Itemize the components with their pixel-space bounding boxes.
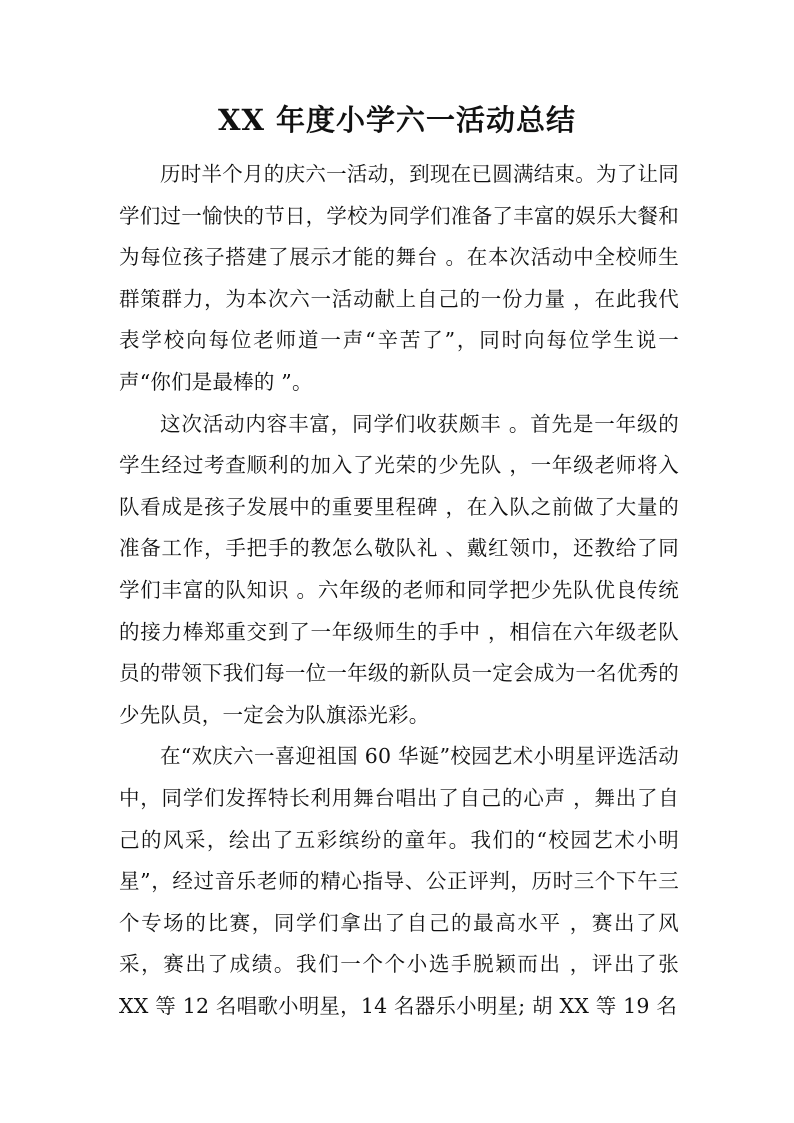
document-body: [119, 154, 679, 1027]
paragraph-1: 历时半个月的庆六一活动，到现在已圆满结束。为了让同学们过一愉快的节日，学校为同学们准备了丰富的娱乐大餐和为每位孩子搭建了展示才能的舞台 。在本次活动中全校师生群策群力，为本次六一活动献上自己的一份力量 ，在此我代表学校向每位老师道一声“辛苦了”，同时向每位学生说一声“你们是最棒的 ”。: [119, 162, 679, 394]
paragraph-2: 这次活动内容丰富，同学们收获颇丰 。首先是一年级的学生经过考查顺利的加入了光荣的少先队 ，一年级老师将入队看成是孩子发展中的重要里程碑 ，在入队之前做了大量的准备工作，手把手的教怎么敬队礼 、戴红领巾，还教给了同学们丰富的队知识 。六年级的老师和同学把少先队优良传统的接力棒郑重交到了一年级师生的手中 ，相信在六年级老队员的带领下我们每一位一年级的新队员一定会成为一名优秀的少先队员，一定会为队旗添光彩。: [119, 411, 679, 727]
document-title: XX 年度小学六一活动总结: [217, 103, 577, 137]
paragraph-3: 在“欢庆六一喜迎祖国 60 华诞”校园艺术小明星评选活动中，同学们发挥特长利用舞台唱出了自己的心声 ，舞出了自己的风采，绘出了五彩缤纷的童年。我们的“校园艺术小明星”，经过音乐老师的精心指导、公正评判，历时三个下午三个专场的比赛，同学们拿出了自己的最高水平 ，赛出了风采，赛出了成绩。我们一个个小选手脱颖而出 ，评出了张 XX 等 12 名唱歌小明星，14 名器乐小明星; 胡 XX 等 19 名: [119, 744, 679, 1018]
